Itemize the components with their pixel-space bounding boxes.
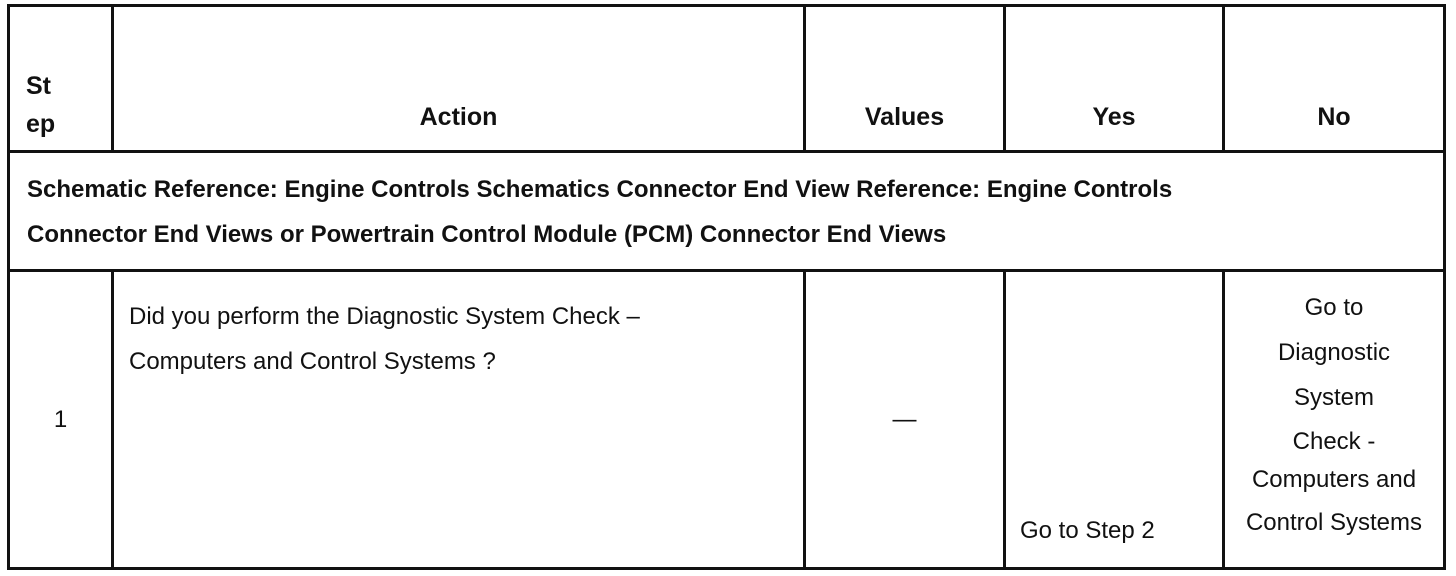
reference-divider: [7, 269, 1446, 272]
table-border-right: [1443, 4, 1446, 570]
action-text: [129, 294, 799, 384]
no-line: Control Systems: [1245, 509, 1423, 536]
diagnostic-table: [7, 4, 1446, 570]
table-border-left: [7, 4, 10, 570]
header-step: [26, 67, 55, 143]
header-step-line1: St: [26, 72, 51, 100]
no-line: System: [1293, 384, 1374, 411]
reference-line1: Schematic Reference: Engine Controls Schematics Connector End View Reference: Engine Controls: [27, 176, 1173, 203]
header-yes: Yes: [1092, 103, 1136, 131]
step-number: 1: [53, 406, 68, 433]
value-text: —: [892, 406, 917, 433]
table-border-bottom: [7, 567, 1446, 570]
header-divider: [7, 150, 1446, 153]
no-line: Check -: [1292, 428, 1376, 455]
yes-text: Go to Step 2: [1020, 517, 1155, 544]
column-divider-values: [1003, 269, 1006, 570]
column-divider-step: [111, 269, 114, 570]
no-line: Computers and: [1251, 466, 1417, 493]
action-line2: Computers and Control Systems ?: [129, 348, 496, 375]
action-line1: Did you perform the Diagnostic System Check –: [129, 303, 640, 330]
no-line: Go to: [1304, 294, 1364, 321]
reference-text: [27, 167, 1437, 257]
header-action: Action: [419, 103, 498, 131]
header-values: Values: [864, 103, 945, 131]
no-line: Diagnostic: [1277, 339, 1391, 366]
reference-line2: Connector End Views or Powertrain Control Module (PCM) Connector End Views: [27, 221, 947, 248]
header-step-line2: ep: [26, 110, 56, 138]
table-border-top: [7, 4, 1446, 7]
header-no: No: [1317, 103, 1351, 131]
